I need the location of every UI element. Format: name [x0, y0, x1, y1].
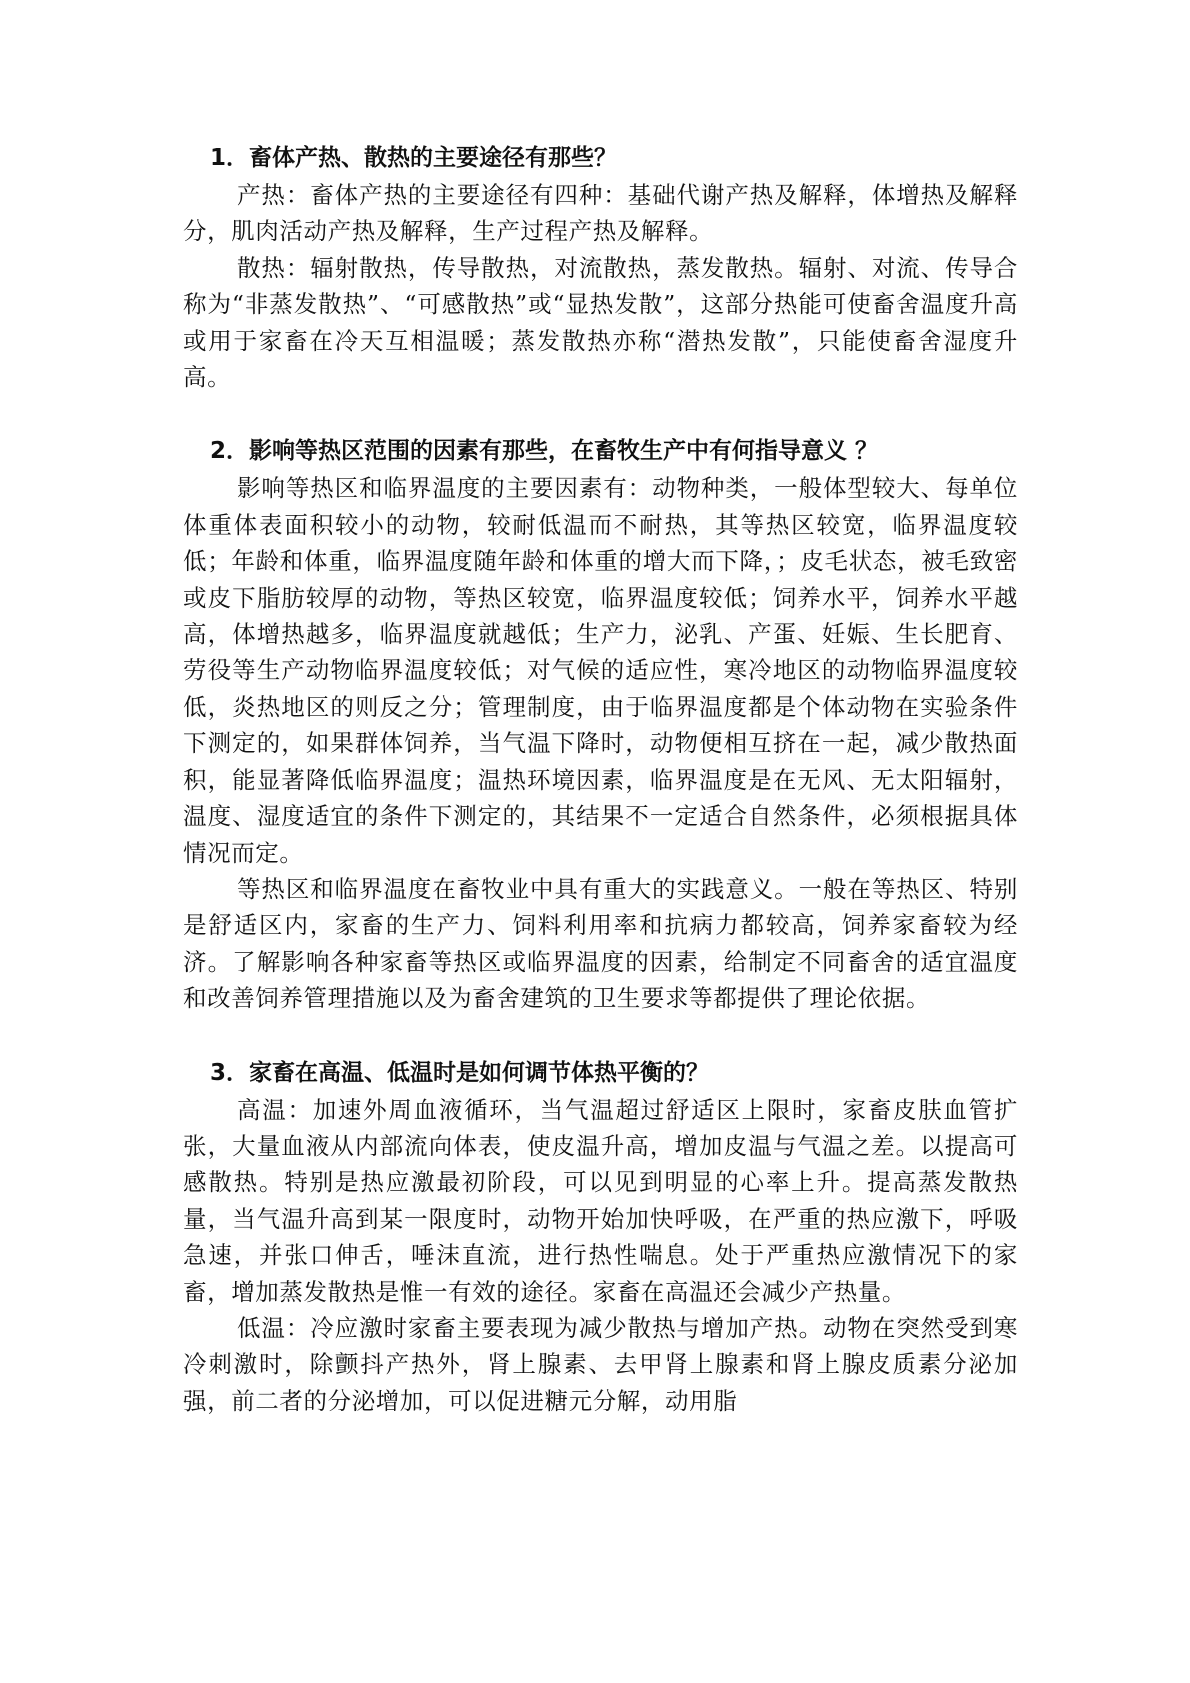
paragraph: 高温：加速外周血液循环，当气温超过舒适区上限时，家畜皮肤血管扩张，大量血液从内部流向体表，使皮温升高，增加皮温与气温之差。以提高可感散热。特别是热应激最初阶段，可以见到明显的心率上升。提高蒸发散热量，当气温升高到某一限度时，动物开始加快呼吸，在严重的热应激下，呼吸急速，并张口伸舌，唾沫直流，进行热性喘息。处于严重热应激情况下的家畜，增加蒸发散热是惟一有效的途径。家畜在高温还会减少产热量。 — [183, 1095, 1018, 1306]
document-page — [183, 140, 1018, 1419]
paragraph: 散热：辐射散热，传导散热，对流散热，蒸发散热。辐射、对流、传导合称为“非蒸发散热”、“可感散热”或“显热发散”，这部分热能可使畜舍温度升高或用于家畜在冷天互相温暖；蒸发散热亦称“潜热发散”，只能使畜舍湿度升高。 — [183, 253, 1018, 392]
section-3 — [183, 1055, 1018, 1420]
section-2 — [183, 433, 1018, 1016]
section-heading: 3．家畜在高温、低温时是如何调节体热平衡的？ — [210, 1059, 710, 1086]
paragraph: 低温：冷应激时家畜主要表现为减少散热与增加产热。动物在突然受到寒冷刺激时，除颤抖产热外，肾上腺素、去甲肾上腺素和肾上腺皮质素分泌加强，前二者的分泌增加，可以促进糖元分解，动用脂 — [183, 1313, 1018, 1415]
paragraph: 产热：畜体产热的主要途径有四种：基础代谢产热及解释，体增热及解释分，肌肉活动产热及解释，生产过程产热及解释。 — [183, 181, 1018, 246]
paragraph: 影响等热区和临界温度的主要因素有：动物种类，一般体型较大、每单位体重体表面积较小的动物，较耐低温而不耐热，其等热区较宽，临界温度较低；年龄和体重，临界温度随年龄和体重的增大而下降，；皮毛状态，被毛致密或皮下脂肪较厚的动物，等热区较宽，临界温度较低；饲养水平，饲养水平越高，体增热越多，临界温度就越低；生产力，泌乳、产蛋、妊娠、生长肥育、劳役等生产动物临界温度较低；对气候的适应性，寒冷地区的动物临界温度较低，炎热地区的则反之分；管理制度，由于临界温度都是个体动物在实验条件下测定的，如果群体饲养，当气温下降时，动物便相互挤在一起，减少散热面积，能显著降低临界温度；温热环境因素，临界温度是在无风、无太阳辐射，温度、湿度适宜的条件下测定的，其结果不一定适合自然条件，必须根据具体情况而定。 — [183, 474, 1018, 867]
section-heading: 1．畜体产热、散热的主要途径有那些？ — [210, 145, 618, 171]
paragraph: 等热区和临界温度在畜牧业中具有重大的实践意义。一般在等热区、特别是舒适区内，家畜的生产力、饲料利用率和抗病力都较高，饲养家畜较为经济。了解影响各种家畜等热区或临界温度的因素，给制定不同畜舍的适宜温度和改善饲养管理措施以及为畜舍建筑的卫生要求等都提供了理论依据。 — [183, 874, 1018, 1013]
section-heading: 2．影响等热区范围的因素有那些，在畜牧生产中有何指导意义 ？ — [210, 438, 879, 465]
section-1 — [183, 140, 1018, 395]
